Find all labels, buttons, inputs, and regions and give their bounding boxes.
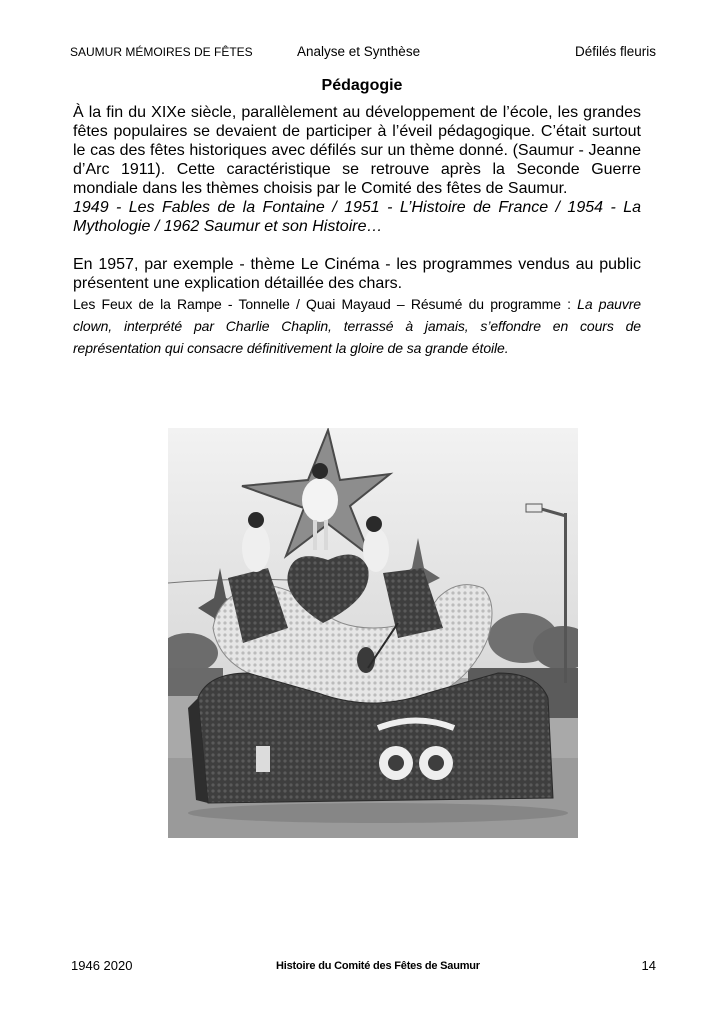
- header-publication: SAUMUR MÉMOIRES DE FÊTES: [70, 45, 253, 59]
- footer-years: 1946 2020: [71, 958, 133, 973]
- article-body: [73, 103, 641, 359]
- intro-paragraph: À la fin du XIXe siècle, parallèlement au développement de l’école, les grandes fêtes populaires se devaient de participer à l’éveil pédagogique. C’était surtout le cas des fêtes historiques avec défilés sur un thème donné. (Saumur - Jeanne d’Arc 1911). Cette caractéristique se retrouve après la Seconde Guerre mondiale dans les thèmes choisis par le Comité des fêtes de Saumur.: [73, 104, 641, 197]
- program-summary-paragraph: [73, 293, 641, 359]
- program-summary-lead: Les Feux de la Rampe - Tonnelle / Quai Mayaud – Résumé du programme :: [73, 296, 578, 312]
- float-photograph: [168, 428, 578, 838]
- program-summary-quote: La pauvre clown, interprété par Charlie Chaplin, terrassé à jamais, s’effondre en cours de représentation qui consacre définitivement la gloire de sa grande étoile.: [73, 296, 641, 356]
- paragraph-spacer: [73, 236, 641, 255]
- example-paragraph: En 1957, par exemple - thème Le Cinéma - les programmes vendus au public présentent une explication détaillée des chars.: [73, 256, 641, 292]
- themes-years-paragraph: 1949 - Les Fables de la Fontaine / 1951 - L’Histoire de France / 1954 - La Mythologie / 1962 Saumur et son Histoire…: [73, 199, 641, 235]
- header-topic: Défilés fleuris: [574, 44, 656, 59]
- header-section: Analyse et Synthèse: [297, 44, 421, 59]
- page-number: 14: [641, 958, 656, 973]
- page-title: Pédagogie: [321, 77, 403, 94]
- footer-book-title: Histoire du Comité des Fêtes de Saumur: [276, 960, 480, 972]
- float-photograph-illustration: [168, 428, 578, 838]
